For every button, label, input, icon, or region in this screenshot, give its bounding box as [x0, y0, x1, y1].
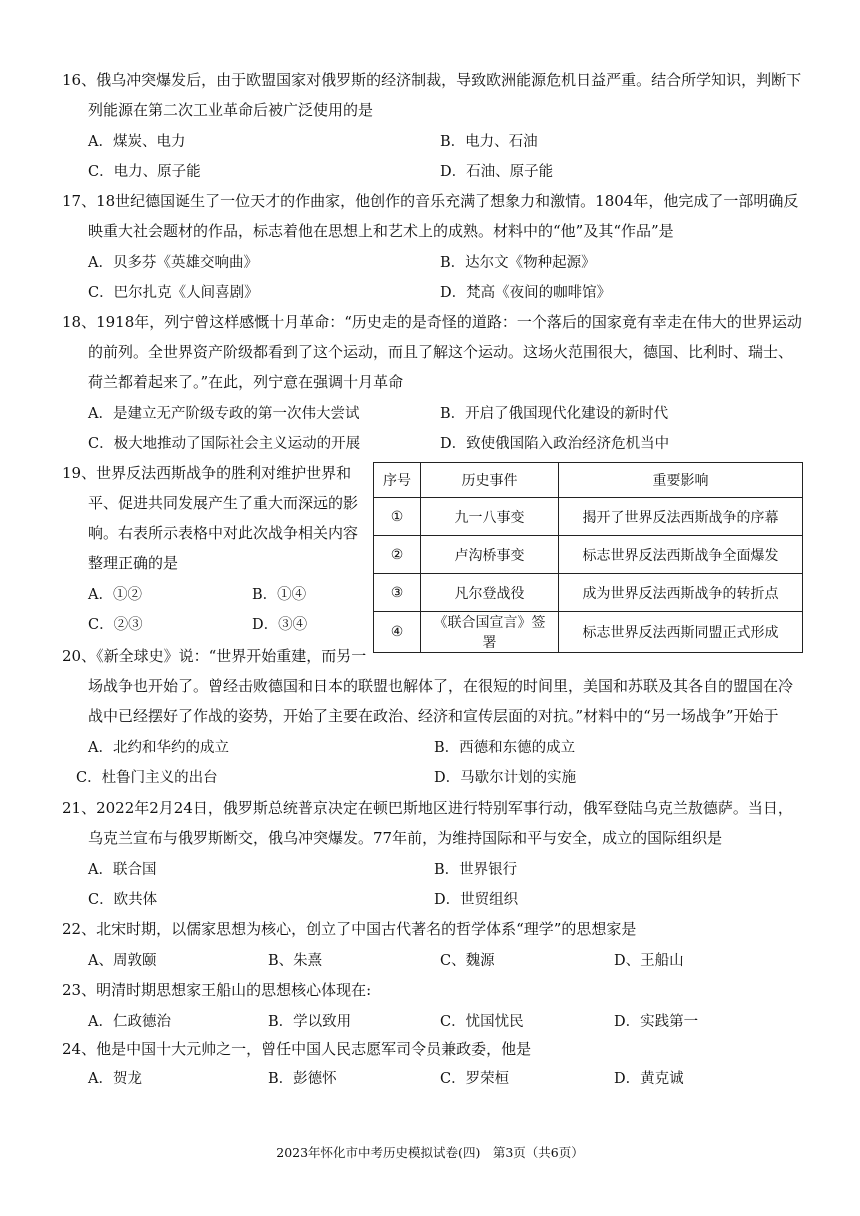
- q20-option-b[interactable]: B．西德和东德的成立: [434, 740, 576, 756]
- table-cell: ②: [374, 536, 421, 574]
- q19-option-d[interactable]: D．③④: [252, 617, 308, 633]
- q18-option-b[interactable]: B．开启了俄国现代化建设的新时代: [440, 406, 669, 422]
- question-24: [62, 1034, 531, 1064]
- q18-option-a[interactable]: A．是建立无产阶级专政的第一次伟大尝试: [88, 406, 360, 422]
- q18-line1: 18、1918年，列宁曾这样感慨十月革命：“历史走的是奇怪的道路：一个落后的国家竟有幸走在伟大的世界运动: [62, 313, 802, 331]
- table-row: [374, 574, 803, 612]
- q17-option-d[interactable]: D．梵高《夜间的咖啡馆》: [440, 285, 612, 301]
- q21-option-a[interactable]: A．联合国: [88, 862, 157, 878]
- q20-option-a[interactable]: A．北约和华约的成立: [88, 740, 229, 756]
- q16-option-a[interactable]: A．煤炭、电力: [88, 134, 186, 150]
- q22-option-a[interactable]: A、周敦颐: [88, 953, 157, 969]
- table-cell: 揭开了世界反法西斯战争的序幕: [559, 498, 803, 536]
- q20-option-d[interactable]: D．马歇尔计划的实施: [434, 770, 577, 786]
- table-cell: ①: [374, 498, 421, 536]
- q20-line1: 20、《新全球史》说：“世界开始重建，而另一: [62, 647, 367, 665]
- table-cell: 标志世界反法西斯同盟正式形成: [559, 612, 803, 653]
- q19-table: [373, 462, 803, 653]
- q20-line3: 战中已经摆好了作战的姿势，开始了主要在政治、经济和宣传层面的对抗。”材料中的“另一场战争”开始于: [88, 707, 779, 725]
- q17-option-b[interactable]: B．达尔文《物种起源》: [440, 255, 596, 271]
- question-18: [62, 307, 802, 397]
- q17-option-a[interactable]: A．贝多芬《英雄交响曲》: [88, 255, 258, 271]
- table-cell: 卢沟桥事变: [421, 536, 559, 574]
- q21-option-c[interactable]: C．欧共体: [88, 892, 158, 908]
- table-row: [374, 498, 803, 536]
- q23-option-a[interactable]: A．仁政德治: [88, 1014, 171, 1030]
- table-cell: 成为世界反法西斯战争的转折点: [559, 574, 803, 612]
- table-header-event: 历史事件: [421, 463, 559, 498]
- q23-line1: 23、明清时期思想家王船山的思想核心体现在:: [62, 981, 372, 999]
- question-23: [62, 975, 371, 1005]
- page-footer: 2023年怀化市中考历史模拟试卷(四) 第3页（共6页）: [276, 1145, 584, 1160]
- q16-line1: 16、俄乌冲突爆发后，由于欧盟国家对俄罗斯的经济制裁，导致欧洲能源危机日益严重。结合所学知识，判断下: [62, 71, 802, 89]
- q23-option-b[interactable]: B．学以致用: [268, 1014, 352, 1030]
- q19-option-a[interactable]: A．①②: [88, 587, 142, 603]
- q18-option-d[interactable]: D．致使俄国陷入政治经济危机当中: [440, 436, 670, 452]
- q23-option-c[interactable]: C．忧国忧民: [440, 1014, 524, 1030]
- q16-line2: 列能源在第二次工业革命后被广泛使用的是: [88, 101, 374, 119]
- table-row: [374, 536, 803, 574]
- q24-line1: 24、他是中国十大元帅之一，曾任中国人民志愿军司令员兼政委，他是: [62, 1040, 532, 1058]
- q22-option-c[interactable]: C、魏源: [440, 953, 495, 969]
- q22-option-b[interactable]: B、朱熹: [268, 953, 323, 969]
- question-16: [62, 65, 801, 125]
- q23-option-d[interactable]: D．实践第一: [614, 1014, 699, 1030]
- q18-line2: 的前列。全世界资产阶级都看到了这个运动，而且了解这个运动。这场火范围很大，德国、比利时、瑞士、: [88, 343, 794, 361]
- q19-line4: 整理正确的是: [88, 554, 179, 572]
- table-cell: 标志世界反法西斯战争全面爆发: [559, 536, 803, 574]
- question-20: [62, 641, 793, 731]
- table-header-impact: 重要影响: [559, 463, 803, 498]
- table-header-row: [374, 463, 803, 498]
- q22-option-d[interactable]: D、王船山: [614, 953, 684, 969]
- q20-option-c[interactable]: C．杜鲁门主义的出台: [76, 770, 218, 786]
- q21-option-d[interactable]: D．世贸组织: [434, 892, 519, 908]
- q16-option-b[interactable]: B．电力、石油: [440, 134, 538, 150]
- q24-option-c[interactable]: C．罗荣桓: [440, 1071, 510, 1087]
- q19-line2: 平、促进共同发展产生了重大而深远的影: [88, 494, 359, 512]
- q21-line1: 21、2022年2月24日，俄罗斯总统普京决定在顿巴斯地区进行特别军事行动，俄军登陆乌克兰敖德萨。当日，: [62, 799, 793, 817]
- table-cell: ③: [374, 574, 421, 612]
- q22-line1: 22、北宋时期，以儒家思想为核心，创立了中国古代著名的哲学体系“理学”的思想家是: [62, 920, 637, 938]
- q18-option-c[interactable]: C．极大地推动了国际社会主义运动的开展: [88, 436, 361, 452]
- q17-line2: 映重大社会题材的作品，标志着他在思想上和艺术上的成熟。材料中的“他”及其“作品”是: [88, 222, 674, 240]
- q19-option-b[interactable]: B．①④: [252, 587, 307, 603]
- q20-line2: 场战争也开始了。曾经击败德国和日本的联盟也解体了，在很短的时间里，美国和苏联及其各自的盟国在冷: [88, 677, 794, 695]
- table-header-index: 序号: [374, 463, 421, 498]
- question-17: [62, 186, 798, 246]
- q19-option-c[interactable]: C．②③: [88, 617, 143, 633]
- q17-line1: 17、18世纪德国诞生了一位天才的作曲家，他创作的音乐充满了想象力和激情。1804年，他完成了一部明确反: [62, 192, 799, 210]
- q19-line3: 响。右表所示表格中对此次战争相关内容: [88, 524, 359, 542]
- table-cell: 凡尔登战役: [421, 574, 559, 612]
- q24-option-a[interactable]: A．贺龙: [88, 1071, 142, 1087]
- q21-option-b[interactable]: B．世界银行: [434, 862, 518, 878]
- question-19: [62, 458, 372, 578]
- table-cell: ④: [374, 612, 421, 653]
- q16-option-d[interactable]: D．石油、原子能: [440, 164, 554, 180]
- q24-option-d[interactable]: D．黄克诚: [614, 1071, 684, 1087]
- q16-option-c[interactable]: C．电力、原子能: [88, 164, 201, 180]
- q24-option-b[interactable]: B．彭德怀: [268, 1071, 337, 1087]
- table-cell: 《联合国宣言》签署: [421, 612, 559, 653]
- q21-line2: 乌克兰宣布与俄罗斯断交，俄乌冲突爆发。77年前，为维持国际和平与安全，成立的国际组织是: [88, 829, 723, 847]
- question-22: [62, 914, 636, 944]
- q17-option-c[interactable]: C．巴尔扎克《人间喜剧》: [88, 285, 259, 301]
- question-21: [62, 793, 793, 853]
- q18-line3: 荷兰都着起来了。”在此，列宁意在强调十月革命: [88, 373, 404, 391]
- table-cell: 九一八事变: [421, 498, 559, 536]
- q19-line1: 19、世界反法西斯战争的胜利对维护世界和: [62, 464, 352, 482]
